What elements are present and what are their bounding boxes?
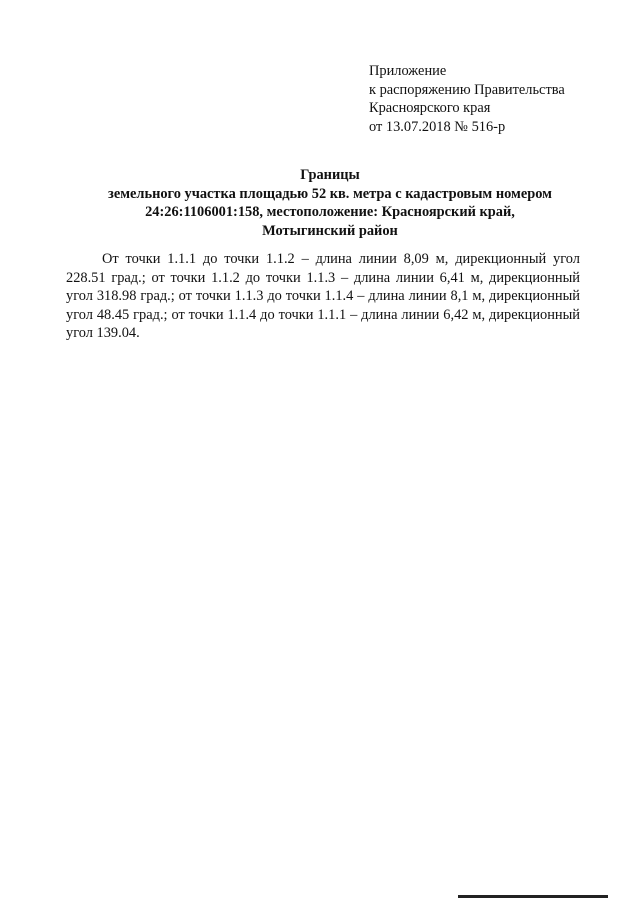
boundary-description-paragraph: От точки 1.1.1 до точки 1.1.2 – длина линии 8,09 м, дирекционный угол 228.51 град.; от точки 1.1.2 до точки 1.1.3 – длина линии 6,41 м, дирекционный угол 318.98 град.; от точки 1.1.3 до точки 1.1.4 – длина линии 8,1 м, дирекционный угол 48.45 град.; от точки 1.1.4 до точки 1.1.1 – длина линии 6,42 м, дирекционный угол 139.04. [66, 251, 580, 342]
bottom-divider-line [458, 895, 608, 898]
document-title [60, 166, 600, 240]
appendix-line-4: от 13.07.2018 № 516-р [369, 118, 506, 135]
appendix-line-2: к распоряжению Правительства [369, 81, 565, 98]
title-line-1: Границы [300, 167, 360, 183]
title-line-4: Мотыгинский район [262, 222, 398, 239]
appendix-line-3: Красноярского края [369, 100, 491, 117]
title-line-2: земельного участка площадью 52 кв. метра с кадастровым номером [108, 185, 552, 202]
title-line-3: 24:26:1106001:158, местоположение: Красноярский край, [145, 204, 515, 221]
appendix-line-1: Приложение [369, 63, 447, 79]
appendix-header [369, 62, 619, 136]
